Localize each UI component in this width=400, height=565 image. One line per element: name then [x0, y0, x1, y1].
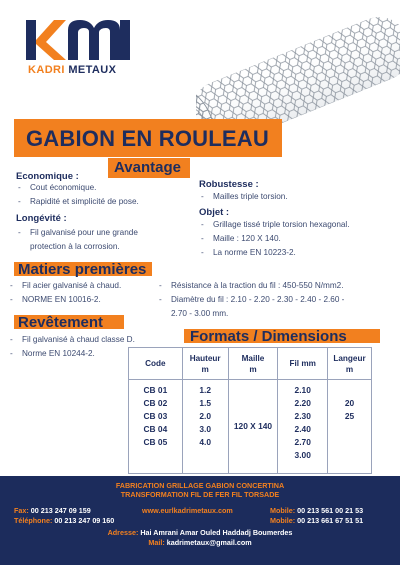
brand-name-part2: METAUX [68, 64, 117, 76]
matieres-specs-list [159, 280, 397, 320]
address-line [0, 528, 400, 537]
hauteur-value: 1.2 [199, 385, 211, 395]
col-header-code: Code [129, 348, 183, 380]
list-item: - Mailles triple torsion. [201, 192, 288, 201]
maille-cell: 120 X 140 [228, 380, 278, 474]
formats-heading: Formats / Dimensions [190, 328, 347, 345]
list-item: - Cout économique. [18, 183, 97, 192]
fax-line [14, 506, 91, 515]
fax-label: Fax: [14, 506, 29, 515]
brand-name-part1: KADRI [28, 64, 65, 76]
mail-value[interactable]: kadrimetaux@gmail.com [166, 538, 252, 547]
mobile-label: Mobile: [270, 516, 296, 525]
page-title: GABION EN ROULEAU [26, 126, 269, 151]
robustesse-list [201, 191, 391, 203]
economique-list [18, 182, 198, 208]
matieres-heading: Matiers premières [18, 261, 147, 278]
objet-list [201, 219, 397, 259]
mobile2-value: 00 213 661 67 51 51 [297, 516, 364, 525]
hauteur-value: 4.0 [199, 437, 211, 447]
hauteur-value: 3.0 [199, 424, 211, 434]
list-item: - Fil acier galvanisé à chaud. [10, 281, 122, 290]
fils-cell [278, 380, 328, 474]
list-item: protection à la corrosion. [30, 242, 120, 251]
mobile2-line [270, 516, 363, 525]
revetement-heading: Revêtement [18, 314, 104, 331]
hauteurs-cell [182, 380, 228, 474]
col-header-fil: Fil mm [278, 348, 328, 380]
col-header-hauteur [182, 348, 228, 380]
fax-value: 00 213 247 09 159 [30, 506, 91, 515]
list-item: - Résistance à la traction du fil : 450-550 N/mm2. [159, 281, 344, 290]
robustesse-heading: Robustesse : [199, 179, 259, 190]
mobile1-line [270, 506, 363, 515]
fil-value: 2.20 [294, 398, 311, 408]
code-value: CB 05 [143, 437, 168, 447]
fil-value: 2.40 [294, 424, 311, 434]
longevite-heading: Longévité : [16, 213, 67, 224]
table-row [129, 380, 372, 474]
list-item: - Maille : 120 X 140. [201, 234, 281, 243]
dimensions-table [128, 347, 372, 474]
code-value: CB 04 [143, 424, 168, 434]
table-header-row [129, 348, 372, 380]
address-label: Adresse: [107, 528, 139, 537]
objet-heading: Objet : [199, 207, 230, 218]
telephone-value: 00 213 247 09 160 [54, 516, 115, 525]
list-item: 2.70 - 3.00 mm. [171, 309, 229, 318]
footer-line1: FABRICATION GRILLAGE GABION CONCERTINA [115, 481, 285, 490]
col-header-langeur-text: Langeur m [333, 353, 366, 374]
col-header-maille [228, 348, 278, 380]
fil-value: 3.00 [294, 450, 311, 460]
telephone-line [14, 516, 114, 525]
website-link[interactable]: www.eurlkadrimetaux.com [142, 506, 233, 515]
longevite-list [18, 227, 198, 253]
mail-label: Mail: [148, 538, 165, 547]
list-item: - NORME EN 10016-2. [10, 295, 101, 304]
list-item: - Fil galvanisé à chaud classe D. [10, 335, 135, 344]
list-item: - Grillage tissé triple torsion hexagonal. [201, 220, 350, 229]
hauteur-value: 1.5 [199, 398, 211, 408]
hauteur-value: 2.0 [199, 411, 211, 421]
list-item: - Rapidité et simplicité de pose. [18, 197, 139, 206]
mobile-label: Mobile: [270, 506, 296, 515]
col-header-maille-text: Maille m [241, 353, 265, 374]
footer-line2: TRANSFORMATION FIL DE FER FIL TORSADE [120, 490, 280, 499]
langeur-value: 20 [344, 398, 355, 408]
telephone-label: Téléphone: [14, 516, 53, 525]
list-item: - Norme EN 10244-2. [10, 349, 95, 358]
code-value: CB 02 [143, 398, 168, 408]
address-value: Hai Amrani Amar Ouled Haddadj Boumerdes [140, 528, 293, 537]
mobile1-value: 00 213 561 00 21 53 [297, 506, 364, 515]
list-item: - La norme EN 10223-2. [201, 248, 296, 257]
avantage-heading: Avantage [114, 159, 181, 176]
fil-value: 2.30 [294, 411, 311, 421]
langeurs-cell [328, 380, 372, 474]
code-value: CB 01 [143, 385, 168, 395]
list-item: - Fil galvanisé pour une grande [18, 228, 138, 237]
fil-value: 2.70 [294, 437, 311, 447]
col-header-langeur [328, 348, 372, 380]
mail-line [0, 538, 400, 547]
brand-logo-icon [24, 16, 134, 66]
fil-value: 2.10 [294, 385, 311, 395]
code-value: CB 03 [143, 411, 168, 421]
matieres-list [10, 280, 170, 306]
codes-cell [129, 380, 183, 474]
economique-heading: Economique : [16, 171, 79, 182]
list-item: - Diamètre du fil : 2.10 - 2.20 - 2.30 - 2.40 - 2.60 - [159, 295, 345, 304]
langeur-value: 25 [344, 411, 355, 421]
col-header-hauteur-text: Hauteur m [189, 353, 221, 374]
brand-name [28, 64, 116, 76]
